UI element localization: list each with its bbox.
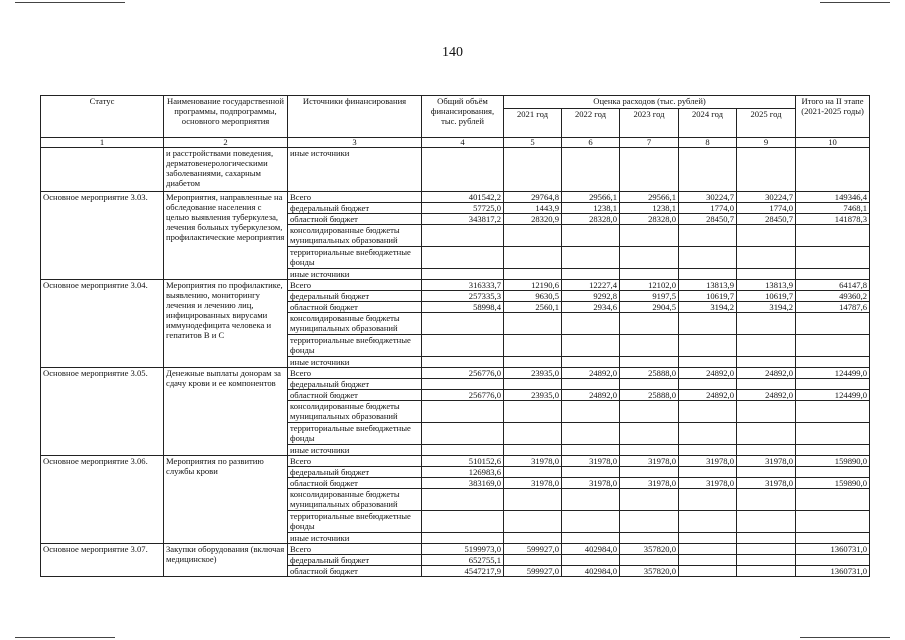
- value-cell: [679, 269, 737, 280]
- value-cell: 599927,0: [504, 544, 562, 555]
- value-cell: 23935,0: [504, 390, 562, 401]
- value-cell: [620, 511, 679, 533]
- measure-status: Основное мероприятие 3.06.: [41, 456, 164, 544]
- column-number: 3: [288, 138, 422, 148]
- value-cell: 10619,7: [679, 291, 737, 302]
- value-cell: [796, 511, 870, 533]
- value-cell: 24892,0: [679, 390, 737, 401]
- value-cell: [737, 489, 796, 511]
- value-cell: [504, 269, 562, 280]
- value-cell: [796, 148, 870, 192]
- value-cell: 24892,0: [562, 368, 620, 379]
- value-cell: [562, 379, 620, 390]
- value-cell: [422, 335, 504, 357]
- value-cell: 31978,0: [620, 478, 679, 489]
- measure-name: Мероприятия, направленные на обследование населения с целью выявления туберкулеза, лечения больных туберкулезом, профилактические мероприятия: [164, 192, 288, 280]
- table-row: [41, 456, 870, 467]
- value-cell: [562, 489, 620, 511]
- value-cell: 149346,4: [796, 192, 870, 203]
- value-cell: 2560,1: [504, 302, 562, 313]
- value-cell: 3194,2: [679, 302, 737, 313]
- year-header: 2025 год: [737, 109, 796, 138]
- value-cell: 31978,0: [679, 478, 737, 489]
- value-cell: 13813,9: [679, 280, 737, 291]
- value-cell: [504, 247, 562, 269]
- value-cell: 25888,0: [620, 390, 679, 401]
- column-number: 1: [41, 138, 164, 148]
- value-cell: [737, 379, 796, 390]
- source-cell: Всего: [288, 456, 422, 467]
- source-cell: иные источники: [288, 148, 422, 192]
- value-cell: [422, 401, 504, 423]
- source-cell: Всего: [288, 280, 422, 291]
- year-header: 2022 год: [562, 109, 620, 138]
- source-cell: федеральный бюджет: [288, 467, 422, 478]
- value-cell: 31978,0: [562, 478, 620, 489]
- value-cell: [737, 269, 796, 280]
- value-cell: 64147,8: [796, 280, 870, 291]
- value-cell: 9197,5: [620, 291, 679, 302]
- value-cell: 383169,0: [422, 478, 504, 489]
- value-cell: 49360,2: [796, 291, 870, 302]
- value-cell: [679, 423, 737, 445]
- value-cell: 5199973,0: [422, 544, 504, 555]
- value-cell: [562, 247, 620, 269]
- value-cell: [504, 511, 562, 533]
- value-cell: [620, 269, 679, 280]
- value-cell: 1360731,0: [796, 566, 870, 577]
- col-total-header: Общий объём финансирования, тыс. рублей: [422, 96, 504, 138]
- value-cell: 1443,9: [504, 203, 562, 214]
- source-cell: территориальные внебюджетные фонды: [288, 423, 422, 445]
- value-cell: [679, 445, 737, 456]
- value-cell: [422, 511, 504, 533]
- value-cell: 652755,1: [422, 555, 504, 566]
- source-cell: федеральный бюджет: [288, 203, 422, 214]
- value-cell: [620, 335, 679, 357]
- value-cell: [620, 445, 679, 456]
- value-cell: [796, 423, 870, 445]
- value-cell: [562, 511, 620, 533]
- value-cell: [679, 467, 737, 478]
- value-cell: [679, 247, 737, 269]
- value-cell: [679, 533, 737, 544]
- value-cell: [737, 511, 796, 533]
- value-cell: 599927,0: [504, 566, 562, 577]
- page-number: 140: [442, 45, 463, 60]
- value-cell: 12227,4: [562, 280, 620, 291]
- value-cell: [679, 148, 737, 192]
- value-cell: [620, 247, 679, 269]
- value-cell: [796, 247, 870, 269]
- bottom-rule-left: [15, 637, 115, 638]
- value-cell: 1774,0: [679, 203, 737, 214]
- value-cell: [504, 313, 562, 335]
- value-cell: 28450,7: [737, 214, 796, 225]
- source-cell: Всего: [288, 544, 422, 555]
- table-row: [41, 368, 870, 379]
- col-itogo-header: Итого на II этапе (2021-2025 годы): [796, 96, 870, 138]
- value-cell: 14787,6: [796, 302, 870, 313]
- value-cell: [796, 489, 870, 511]
- col-status-header: Статус: [41, 96, 164, 138]
- value-cell: [562, 357, 620, 368]
- year-header: 2021 год: [504, 109, 562, 138]
- value-cell: [679, 489, 737, 511]
- value-cell: [620, 379, 679, 390]
- value-cell: [679, 335, 737, 357]
- value-cell: [504, 225, 562, 247]
- value-cell: [679, 511, 737, 533]
- measure-name: Денежные выплаты донорам за сдачу крови и ее компонентов: [164, 368, 288, 456]
- table-row: [41, 280, 870, 291]
- value-cell: [679, 357, 737, 368]
- value-cell: [504, 357, 562, 368]
- year-header: 2023 год: [620, 109, 679, 138]
- source-cell: Всего: [288, 192, 422, 203]
- value-cell: [796, 555, 870, 566]
- value-cell: [737, 401, 796, 423]
- value-cell: 29566,1: [620, 192, 679, 203]
- value-cell: 126983,6: [422, 467, 504, 478]
- col-estimate-header: Оценка расходов (тыс. рублей): [504, 96, 796, 109]
- value-cell: [796, 445, 870, 456]
- value-cell: [620, 489, 679, 511]
- value-cell: [422, 357, 504, 368]
- value-cell: [737, 467, 796, 478]
- source-cell: областной бюджет: [288, 478, 422, 489]
- value-cell: [796, 225, 870, 247]
- value-cell: 343817,2: [422, 214, 504, 225]
- value-cell: [679, 313, 737, 335]
- value-cell: 1238,1: [562, 203, 620, 214]
- measure-status: Основное мероприятие 3.04.: [41, 280, 164, 368]
- value-cell: 9292,8: [562, 291, 620, 302]
- value-cell: [562, 313, 620, 335]
- value-cell: [679, 401, 737, 423]
- measure-status: Основное мероприятие 3.07.: [41, 544, 164, 577]
- value-cell: [737, 225, 796, 247]
- value-cell: [504, 401, 562, 423]
- value-cell: [679, 566, 737, 577]
- value-cell: [796, 357, 870, 368]
- value-cell: [737, 313, 796, 335]
- value-cell: 1774,0: [737, 203, 796, 214]
- value-cell: 24892,0: [562, 390, 620, 401]
- value-cell: 12102,0: [620, 280, 679, 291]
- value-cell: [422, 423, 504, 445]
- value-cell: [504, 148, 562, 192]
- col-source-header: Источники финансирования: [288, 96, 422, 138]
- value-cell: [737, 148, 796, 192]
- col-name-header: Наименование государственной программы, подпрограммы, основного мероприятия: [164, 96, 288, 138]
- bottom-rule-right: [800, 637, 890, 638]
- source-cell: областной бюджет: [288, 566, 422, 577]
- value-cell: 402984,0: [562, 566, 620, 577]
- value-cell: 57725,0: [422, 203, 504, 214]
- value-cell: [504, 533, 562, 544]
- value-cell: [620, 401, 679, 423]
- value-cell: [562, 533, 620, 544]
- value-cell: 24892,0: [679, 368, 737, 379]
- value-cell: 401542,2: [422, 192, 504, 203]
- source-cell: территориальные внебюджетные фонды: [288, 511, 422, 533]
- measure-status: Основное мероприятие 3.03.: [41, 192, 164, 280]
- value-cell: [562, 401, 620, 423]
- value-cell: [562, 148, 620, 192]
- value-cell: [562, 335, 620, 357]
- value-cell: 357820,0: [620, 544, 679, 555]
- top-rule-left: [15, 2, 125, 3]
- value-cell: [737, 533, 796, 544]
- value-cell: [737, 247, 796, 269]
- value-cell: [737, 335, 796, 357]
- measure-name: Закупки оборудования (включая медицинское): [164, 544, 288, 577]
- value-cell: 316333,7: [422, 280, 504, 291]
- value-cell: 28328,0: [620, 214, 679, 225]
- value-cell: [679, 555, 737, 566]
- column-number: 8: [679, 138, 737, 148]
- value-cell: 30224,7: [737, 192, 796, 203]
- source-cell: областной бюджет: [288, 390, 422, 401]
- value-cell: [620, 357, 679, 368]
- value-cell: [737, 566, 796, 577]
- value-cell: [504, 335, 562, 357]
- value-cell: 510152,6: [422, 456, 504, 467]
- source-cell: иные источники: [288, 269, 422, 280]
- source-cell: иные источники: [288, 533, 422, 544]
- value-cell: 402984,0: [562, 544, 620, 555]
- value-cell: 1360731,0: [796, 544, 870, 555]
- value-cell: 28328,0: [562, 214, 620, 225]
- value-cell: [620, 467, 679, 478]
- value-cell: [562, 445, 620, 456]
- value-cell: [504, 555, 562, 566]
- top-rule-right: [820, 2, 890, 3]
- value-cell: [562, 269, 620, 280]
- measure-name: Мероприятия по профилактике, выявлению, мониторингу лечения и лечению лиц, инфицированных вирусами иммунодефицита человека и гепатитов B и C: [164, 280, 288, 368]
- value-cell: 141878,3: [796, 214, 870, 225]
- value-cell: [620, 533, 679, 544]
- value-cell: [422, 445, 504, 456]
- value-cell: 159890,0: [796, 456, 870, 467]
- source-cell: консолидированные бюджеты муниципальных образований: [288, 225, 422, 247]
- column-number: 6: [562, 138, 620, 148]
- value-cell: 28450,7: [679, 214, 737, 225]
- source-cell: консолидированные бюджеты муниципальных образований: [288, 489, 422, 511]
- value-cell: [620, 423, 679, 445]
- value-cell: 2934,6: [562, 302, 620, 313]
- value-cell: 124499,0: [796, 368, 870, 379]
- value-cell: [422, 225, 504, 247]
- value-cell: 58998,4: [422, 302, 504, 313]
- value-cell: [679, 225, 737, 247]
- column-number: 5: [504, 138, 562, 148]
- column-number: 2: [164, 138, 288, 148]
- value-cell: [796, 467, 870, 478]
- value-cell: [422, 148, 504, 192]
- value-cell: 30224,7: [679, 192, 737, 203]
- value-cell: 28320,9: [504, 214, 562, 225]
- value-cell: 4547217,9: [422, 566, 504, 577]
- source-cell: консолидированные бюджеты муниципальных образований: [288, 401, 422, 423]
- measure-name: и расстройствами поведения, дерматовенерологическими заболеваниями, сахарным диабетом: [164, 148, 288, 192]
- value-cell: 29764,8: [504, 192, 562, 203]
- value-cell: [422, 313, 504, 335]
- column-number-row: [41, 138, 870, 148]
- value-cell: 29566,1: [562, 192, 620, 203]
- value-cell: 13813,9: [737, 280, 796, 291]
- value-cell: 3194,2: [737, 302, 796, 313]
- value-cell: [737, 423, 796, 445]
- value-cell: [422, 269, 504, 280]
- column-number: 7: [620, 138, 679, 148]
- source-cell: иные источники: [288, 445, 422, 456]
- value-cell: 1238,1: [620, 203, 679, 214]
- value-cell: [562, 423, 620, 445]
- budget-table: [40, 95, 870, 577]
- value-cell: 31978,0: [679, 456, 737, 467]
- year-header: 2024 год: [679, 109, 737, 138]
- value-cell: 257335,3: [422, 291, 504, 302]
- source-cell: Всего: [288, 368, 422, 379]
- value-cell: 256776,0: [422, 368, 504, 379]
- value-cell: [620, 313, 679, 335]
- value-cell: 256776,0: [422, 390, 504, 401]
- table-head: [41, 96, 870, 148]
- value-cell: [796, 269, 870, 280]
- source-cell: областной бюджет: [288, 302, 422, 313]
- value-cell: 24892,0: [737, 390, 796, 401]
- value-cell: 31978,0: [504, 478, 562, 489]
- source-cell: территориальные внебюджетные фонды: [288, 335, 422, 357]
- value-cell: [562, 225, 620, 247]
- value-cell: [620, 555, 679, 566]
- value-cell: [796, 313, 870, 335]
- value-cell: [737, 544, 796, 555]
- measure-status: Основное мероприятие 3.05.: [41, 368, 164, 456]
- value-cell: 31978,0: [737, 456, 796, 467]
- value-cell: 7468,1: [796, 203, 870, 214]
- value-cell: 12190,6: [504, 280, 562, 291]
- table-row: [41, 192, 870, 203]
- value-cell: [737, 357, 796, 368]
- table-row: [41, 544, 870, 555]
- value-cell: 9630,5: [504, 291, 562, 302]
- source-cell: областной бюджет: [288, 214, 422, 225]
- source-cell: федеральный бюджет: [288, 379, 422, 390]
- value-cell: 124499,0: [796, 390, 870, 401]
- source-cell: территориальные внебюджетные фонды: [288, 247, 422, 269]
- value-cell: 10619,7: [737, 291, 796, 302]
- value-cell: 31978,0: [737, 478, 796, 489]
- carryover-row: [41, 148, 870, 192]
- value-cell: [620, 225, 679, 247]
- value-cell: 25888,0: [620, 368, 679, 379]
- value-cell: [796, 533, 870, 544]
- value-cell: [504, 467, 562, 478]
- value-cell: [562, 555, 620, 566]
- value-cell: 159890,0: [796, 478, 870, 489]
- value-cell: [562, 467, 620, 478]
- value-cell: [679, 544, 737, 555]
- source-cell: консолидированные бюджеты муниципальных образований: [288, 313, 422, 335]
- value-cell: [504, 445, 562, 456]
- value-cell: [422, 379, 504, 390]
- value-cell: [504, 379, 562, 390]
- column-number: 9: [737, 138, 796, 148]
- source-cell: федеральный бюджет: [288, 555, 422, 566]
- measure-name: Мероприятия по развитию службы крови: [164, 456, 288, 544]
- value-cell: [422, 247, 504, 269]
- value-cell: [796, 401, 870, 423]
- value-cell: [620, 148, 679, 192]
- status-cell: [41, 148, 164, 192]
- value-cell: [504, 489, 562, 511]
- table-body: [41, 148, 870, 577]
- source-cell: федеральный бюджет: [288, 291, 422, 302]
- value-cell: 357820,0: [620, 566, 679, 577]
- value-cell: 31978,0: [504, 456, 562, 467]
- value-cell: 2904,5: [620, 302, 679, 313]
- value-cell: 24892,0: [737, 368, 796, 379]
- value-cell: [796, 335, 870, 357]
- column-number: 4: [422, 138, 504, 148]
- value-cell: [796, 379, 870, 390]
- value-cell: [737, 445, 796, 456]
- value-cell: [504, 423, 562, 445]
- source-cell: иные источники: [288, 357, 422, 368]
- value-cell: 31978,0: [562, 456, 620, 467]
- value-cell: [737, 555, 796, 566]
- value-cell: [422, 489, 504, 511]
- column-number: 10: [796, 138, 870, 148]
- value-cell: 23935,0: [504, 368, 562, 379]
- value-cell: [679, 379, 737, 390]
- value-cell: [422, 533, 504, 544]
- value-cell: 31978,0: [620, 456, 679, 467]
